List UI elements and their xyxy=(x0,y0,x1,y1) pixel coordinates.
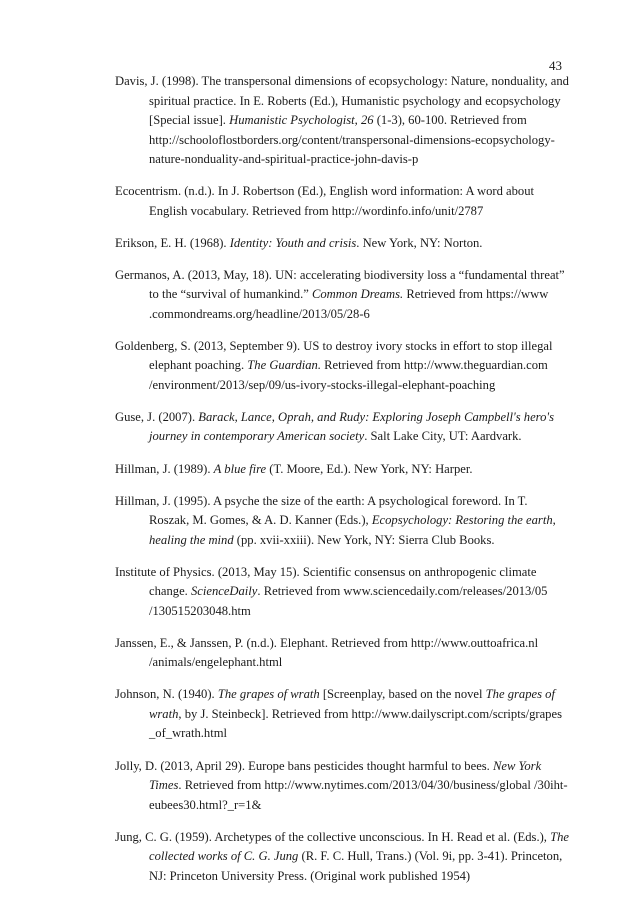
reference-entry xyxy=(115,634,570,673)
reference-entry xyxy=(115,492,570,551)
reference-text: Institute of Physics. (2013, May 15). Scientific consensus on anthropogenic climate change. xyxy=(115,564,540,599)
reference-italic-text: Common Dreams. xyxy=(311,287,404,302)
reference-text: (pp. xvii-xxiii). New York, NY: Sierra Club Books. xyxy=(233,532,495,547)
reference-entry xyxy=(115,408,570,447)
reference-italic-text: The grapes of wrath xyxy=(149,687,559,721)
reference-italic-text: The grapes of wrath xyxy=(217,687,320,702)
reference-entry xyxy=(115,828,573,887)
reference-italic-text: Ecopsychology: Restoring the earth, healing the mind xyxy=(149,513,559,547)
reference-text: Hillman, J. (1989). xyxy=(115,461,214,476)
reference-text: Janssen, E., & Janssen, P. (n.d.). Elephant. Retrieved from http://www.outtoafrica.nl /animals/engelephant.html xyxy=(115,635,542,670)
reference-entry xyxy=(115,757,570,816)
reference-text: Jolly, D. (2013, April 29). Europe bans pesticides thought harmful to bees. xyxy=(115,758,493,773)
reference-text: . New York, NY: Norton. xyxy=(356,235,483,250)
reference-text: Germanos, A. (2013, May, 18). UN: accelerating biodiversity loss a “fundamental threat” to the “survival of humankind.” xyxy=(115,267,568,302)
reference-italic-text: The Guardian. xyxy=(247,358,321,373)
reference-text: (R. F. C. Hull, Trans.) (Vol. 9i, pp. 3-41). Princeton, NJ: Princeton University Press. (Original work published 1954) xyxy=(149,849,566,883)
reference-text: Davis, J. (1998). The transpersonal dimensions of ecopsychology: Nature, nonduality, and spiritual practice. In E. Roberts (Ed.), Humanistic psychology and ecopsychology [Special issue]. xyxy=(115,74,573,127)
reference-text: Goldenberg, S. (2013, September 9). US to destroy ivory stocks in effort to stop illegal elephant poaching. xyxy=(115,338,556,373)
reference-italic-text: New York Times xyxy=(149,758,545,793)
reference-entry xyxy=(115,234,570,254)
reference-italic-text: Identity: Youth and crisis xyxy=(229,235,357,250)
reference-text: Retrieved from https://www .commondreams.org/headline/2013/05/28-6 xyxy=(149,287,552,321)
reference-text: . Retrieved from www.sciencedaily.com/releases/2013/05 /130515203048.htm xyxy=(149,584,551,618)
reference-text: Retrieved from http://www.theguardian.com /environment/2013/sep/09/us-ivory-stocks-illegal-elephant-poaching xyxy=(149,358,551,392)
reference-text: Ecocentrism. (n.d.). In J. Robertson (Ed.), English word information: A word about English vocabulary. Retrieved from http://wordinfo.info/unit/2787 xyxy=(115,184,538,218)
reference-entry xyxy=(115,337,570,396)
reference-text: Jung, C. G. (1959). Archetypes of the collective unconscious. In H. Read et al. (Eds.), xyxy=(115,829,551,844)
page-number: 43 xyxy=(549,58,562,73)
reference-text: . Salt Lake City, UT: Aardvark. xyxy=(364,429,522,444)
reference-text: . Retrieved from http://www.nytimes.com/2013/04/30/business/global /30iht-eubees30.html?_r=1& xyxy=(149,778,568,812)
reference-entry xyxy=(115,563,570,622)
reference-entry xyxy=(115,685,570,744)
reference-italic-text: The collected works of C. G. Jung xyxy=(149,829,573,864)
reference-text: , by J. Steinbeck]. Retrieved from http://www.dailyscript.com/scripts/grapes _of_wrath.html xyxy=(149,706,566,741)
reference-italic-text: ScienceDaily xyxy=(190,584,258,599)
reference-entry xyxy=(115,182,570,221)
reference-text: Guse, J. (2007). xyxy=(115,409,199,424)
reference-text: Erikson, E. H. (1968). xyxy=(115,235,230,250)
reference-italic-text: Humanistic Psychologist, 26 xyxy=(229,113,374,127)
reference-text: (1-3), 60-100. Retrieved from http://schooloflostborders.org/content/transpersonal-dimensions-ecopsychology-nature-nonduality-and-spiritual-practice-john-davis-p xyxy=(149,113,555,166)
reference-italic-text: A blue fire xyxy=(213,461,267,476)
reference-entry xyxy=(115,72,573,170)
reference-list xyxy=(115,72,573,899)
reference-text: [Screenplay, based on the novel xyxy=(319,687,486,702)
reference-italic-text: Barack, Lance, Oprah, and Rudy: Exploring Joseph Campbell's hero's journey in contemporary American society xyxy=(149,409,558,444)
reference-text: (T. Moore, Ed.). New York, NY: Harper. xyxy=(266,461,473,476)
reference-text: Johnson, N. (1940). xyxy=(115,687,218,702)
reference-entry xyxy=(115,460,570,480)
reference-entry xyxy=(115,266,570,325)
reference-text: Hillman, J. (1995). A psyche the size of the earth: A psychological foreword. In T. Roszak, M. Gomes, & A. D. Kanner (Eds.), xyxy=(115,493,531,528)
